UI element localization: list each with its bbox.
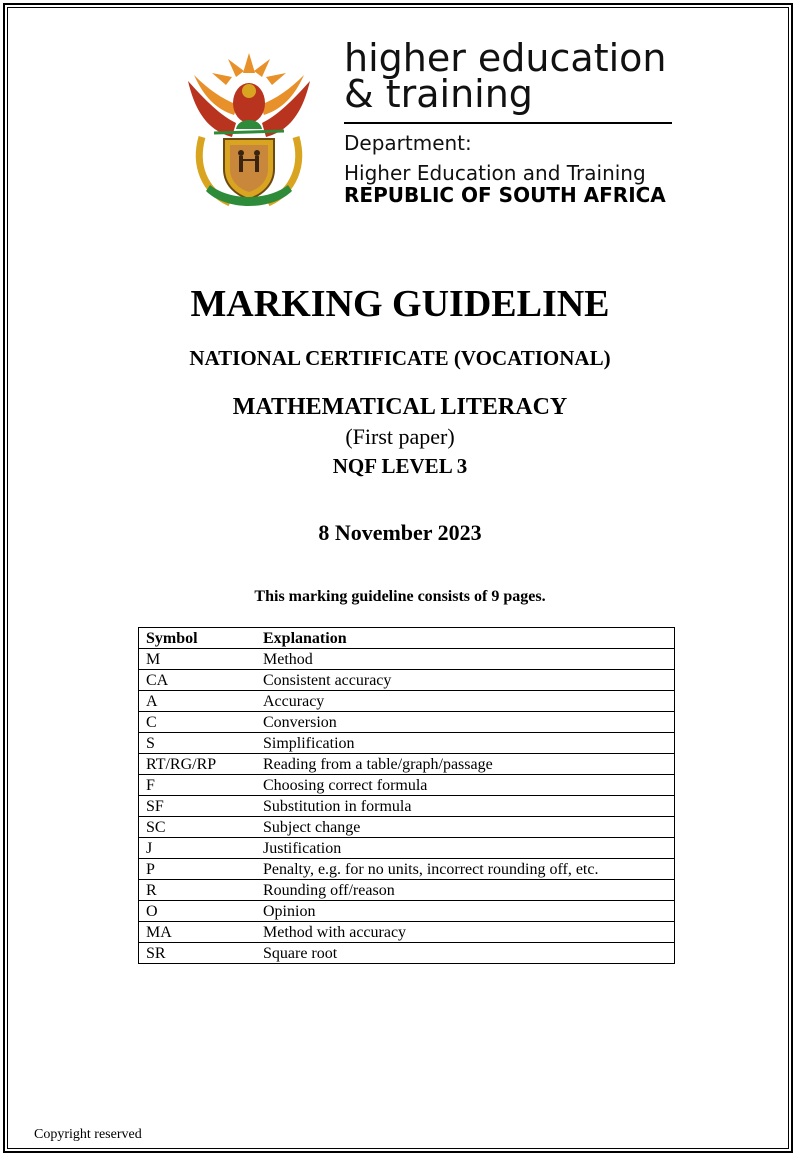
symbol-cell: CA [139,670,257,691]
table-row [139,712,675,733]
department-label: Department: [344,131,472,155]
symbol-cell: RT/RG/RP [139,754,257,775]
brand-line-2: & training [344,72,533,116]
table-row [139,901,675,922]
symbol-cell: SF [139,796,257,817]
table-header-row [139,628,675,649]
symbol-cell: A [139,691,257,712]
explanation-cell: Opinion [256,901,675,922]
explanation-column-header: Explanation [256,628,675,649]
brand-line-1: higher education [344,36,667,80]
explanation-cell: Substitution in formula [256,796,675,817]
certificate-name: NATIONAL CERTIFICATE (VOCATIONAL) [189,346,611,370]
table-row [139,943,675,964]
table-row [139,817,675,838]
brand-divider [344,122,672,124]
table-row [139,922,675,943]
subject-name: MATHEMATICAL LITERACY [232,394,568,420]
table-row [139,754,675,775]
table-row [139,859,675,880]
country-name: REPUBLIC OF SOUTH AFRICA [344,183,666,207]
paper-label: (First paper) [345,424,455,449]
department-name: Higher Education and Training [344,161,646,185]
explanation-cell: Justification [256,838,675,859]
table-row [139,691,675,712]
symbol-cell: SC [139,817,257,838]
copyright-notice: Copyright reserved [34,1127,142,1142]
coat-of-arms-icon [180,45,318,213]
table-row [139,796,675,817]
exam-date: 8 November 2023 [318,520,482,545]
explanation-cell: Accuracy [256,691,675,712]
table-row [139,733,675,754]
explanation-cell: Reading from a table/graph/passage [256,754,675,775]
symbol-cell: J [139,838,257,859]
symbol-cell: R [139,880,257,901]
explanation-cell: Square root [256,943,675,964]
symbol-cell: C [139,712,257,733]
explanation-cell: Simplification [256,733,675,754]
symbol-column-header: Symbol [139,628,257,649]
symbol-cell: P [139,859,257,880]
symbol-cell: MA [139,922,257,943]
page-count-note: This marking guideline consists of 9 pages. [254,588,546,605]
table-row [139,880,675,901]
symbol-cell: S [139,733,257,754]
symbol-cell: O [139,901,257,922]
explanation-cell: Method with accuracy [256,922,675,943]
symbol-cell: F [139,775,257,796]
symbol-cell: SR [139,943,257,964]
table-row [139,649,675,670]
explanation-cell: Method [256,649,675,670]
explanation-cell: Choosing correct formula [256,775,675,796]
department-brand [344,36,674,207]
explanation-cell: Consistent accuracy [256,670,675,691]
explanation-cell: Subject change [256,817,675,838]
legend-rows [139,649,675,964]
symbol-legend-table [138,627,675,964]
explanation-cell: Conversion [256,712,675,733]
table-row [139,838,675,859]
table-row [139,775,675,796]
symbol-cell: M [139,649,257,670]
explanation-cell: Rounding off/reason [256,880,675,901]
nqf-level: NQF LEVEL 3 [332,454,468,478]
table-row [139,670,675,691]
document-title: MARKING GUIDELINE [190,283,610,325]
explanation-cell: Penalty, e.g. for no units, incorrect rounding off, etc. [256,859,675,880]
